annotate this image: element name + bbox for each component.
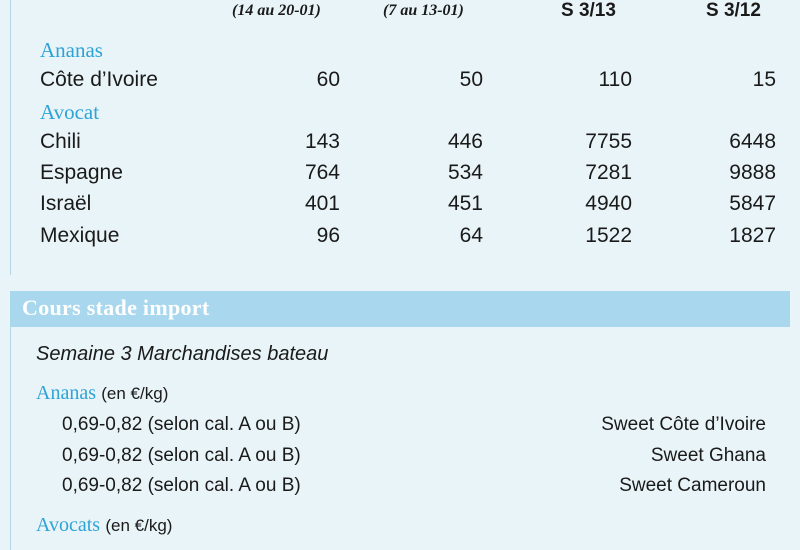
table-row: [40, 224, 776, 252]
price-category-unit: (en €/kg): [105, 516, 173, 535]
group-label-avocat: Avocat: [40, 100, 100, 124]
section-header-bar: [10, 291, 790, 327]
table-row: [40, 130, 776, 158]
row-value: 9888: [729, 161, 776, 184]
row-value: 764: [304, 161, 340, 184]
section-title: Cours stade import: [22, 295, 210, 320]
table-row: [40, 192, 776, 220]
row-origin: Mexique: [40, 224, 120, 247]
price-category-avocats: [36, 514, 172, 537]
column-header-season-12: S 3/12: [706, 0, 761, 21]
row-value: 15: [752, 68, 776, 91]
group-label-ananas: Ananas: [40, 38, 103, 62]
row-value: 96: [316, 224, 340, 247]
row-origin: Côte d’Ivoire: [40, 68, 158, 91]
row-value: 401: [304, 192, 340, 215]
price-range: 0,69-0,82 (selon cal. A ou B): [62, 414, 301, 435]
table-row: [40, 68, 776, 96]
price-category-unit: (en €/kg): [101, 384, 169, 403]
price-category-label: Ananas: [36, 382, 96, 404]
table-row: [40, 161, 776, 189]
price-origin: Sweet Côte d’Ivoire: [601, 414, 766, 435]
row-value: 451: [447, 192, 483, 215]
row-value: 7755: [585, 130, 632, 153]
list-item: [62, 445, 766, 471]
column-header-week-current: (14 au 20-01): [232, 2, 321, 19]
list-item: [62, 414, 766, 440]
row-value: 1827: [729, 224, 776, 247]
price-range: 0,69-0,82 (selon cal. A ou B): [62, 445, 301, 466]
column-header-season-13: S 3/13: [561, 0, 616, 21]
column-header-week-previous: (7 au 13-01): [383, 2, 464, 19]
row-value: 1522: [585, 224, 632, 247]
row-value: 6448: [729, 130, 776, 153]
price-range: 0,69-0,82 (selon cal. A ou B): [62, 475, 301, 496]
section-subtitle: Semaine 3 Marchandises bateau: [36, 343, 329, 365]
row-value: 4940: [585, 192, 632, 215]
price-origin: Sweet Ghana: [650, 445, 766, 466]
row-origin: Chili: [40, 130, 81, 153]
row-origin: Israël: [40, 192, 92, 215]
row-value: 143: [304, 130, 340, 153]
price-category-ananas: [36, 382, 168, 405]
row-origin: Espagne: [40, 161, 123, 184]
list-item: [62, 475, 766, 501]
row-value: 64: [459, 224, 483, 247]
row-value: 446: [447, 130, 483, 153]
row-value: 60: [316, 68, 340, 91]
row-value: 7281: [585, 161, 632, 184]
row-value: 110: [598, 68, 632, 91]
price-origin: Sweet Cameroun: [619, 475, 766, 496]
row-value: 50: [459, 68, 483, 91]
row-value: 534: [447, 161, 483, 184]
row-value: 5847: [729, 192, 776, 215]
price-category-label: Avocats: [36, 514, 101, 536]
